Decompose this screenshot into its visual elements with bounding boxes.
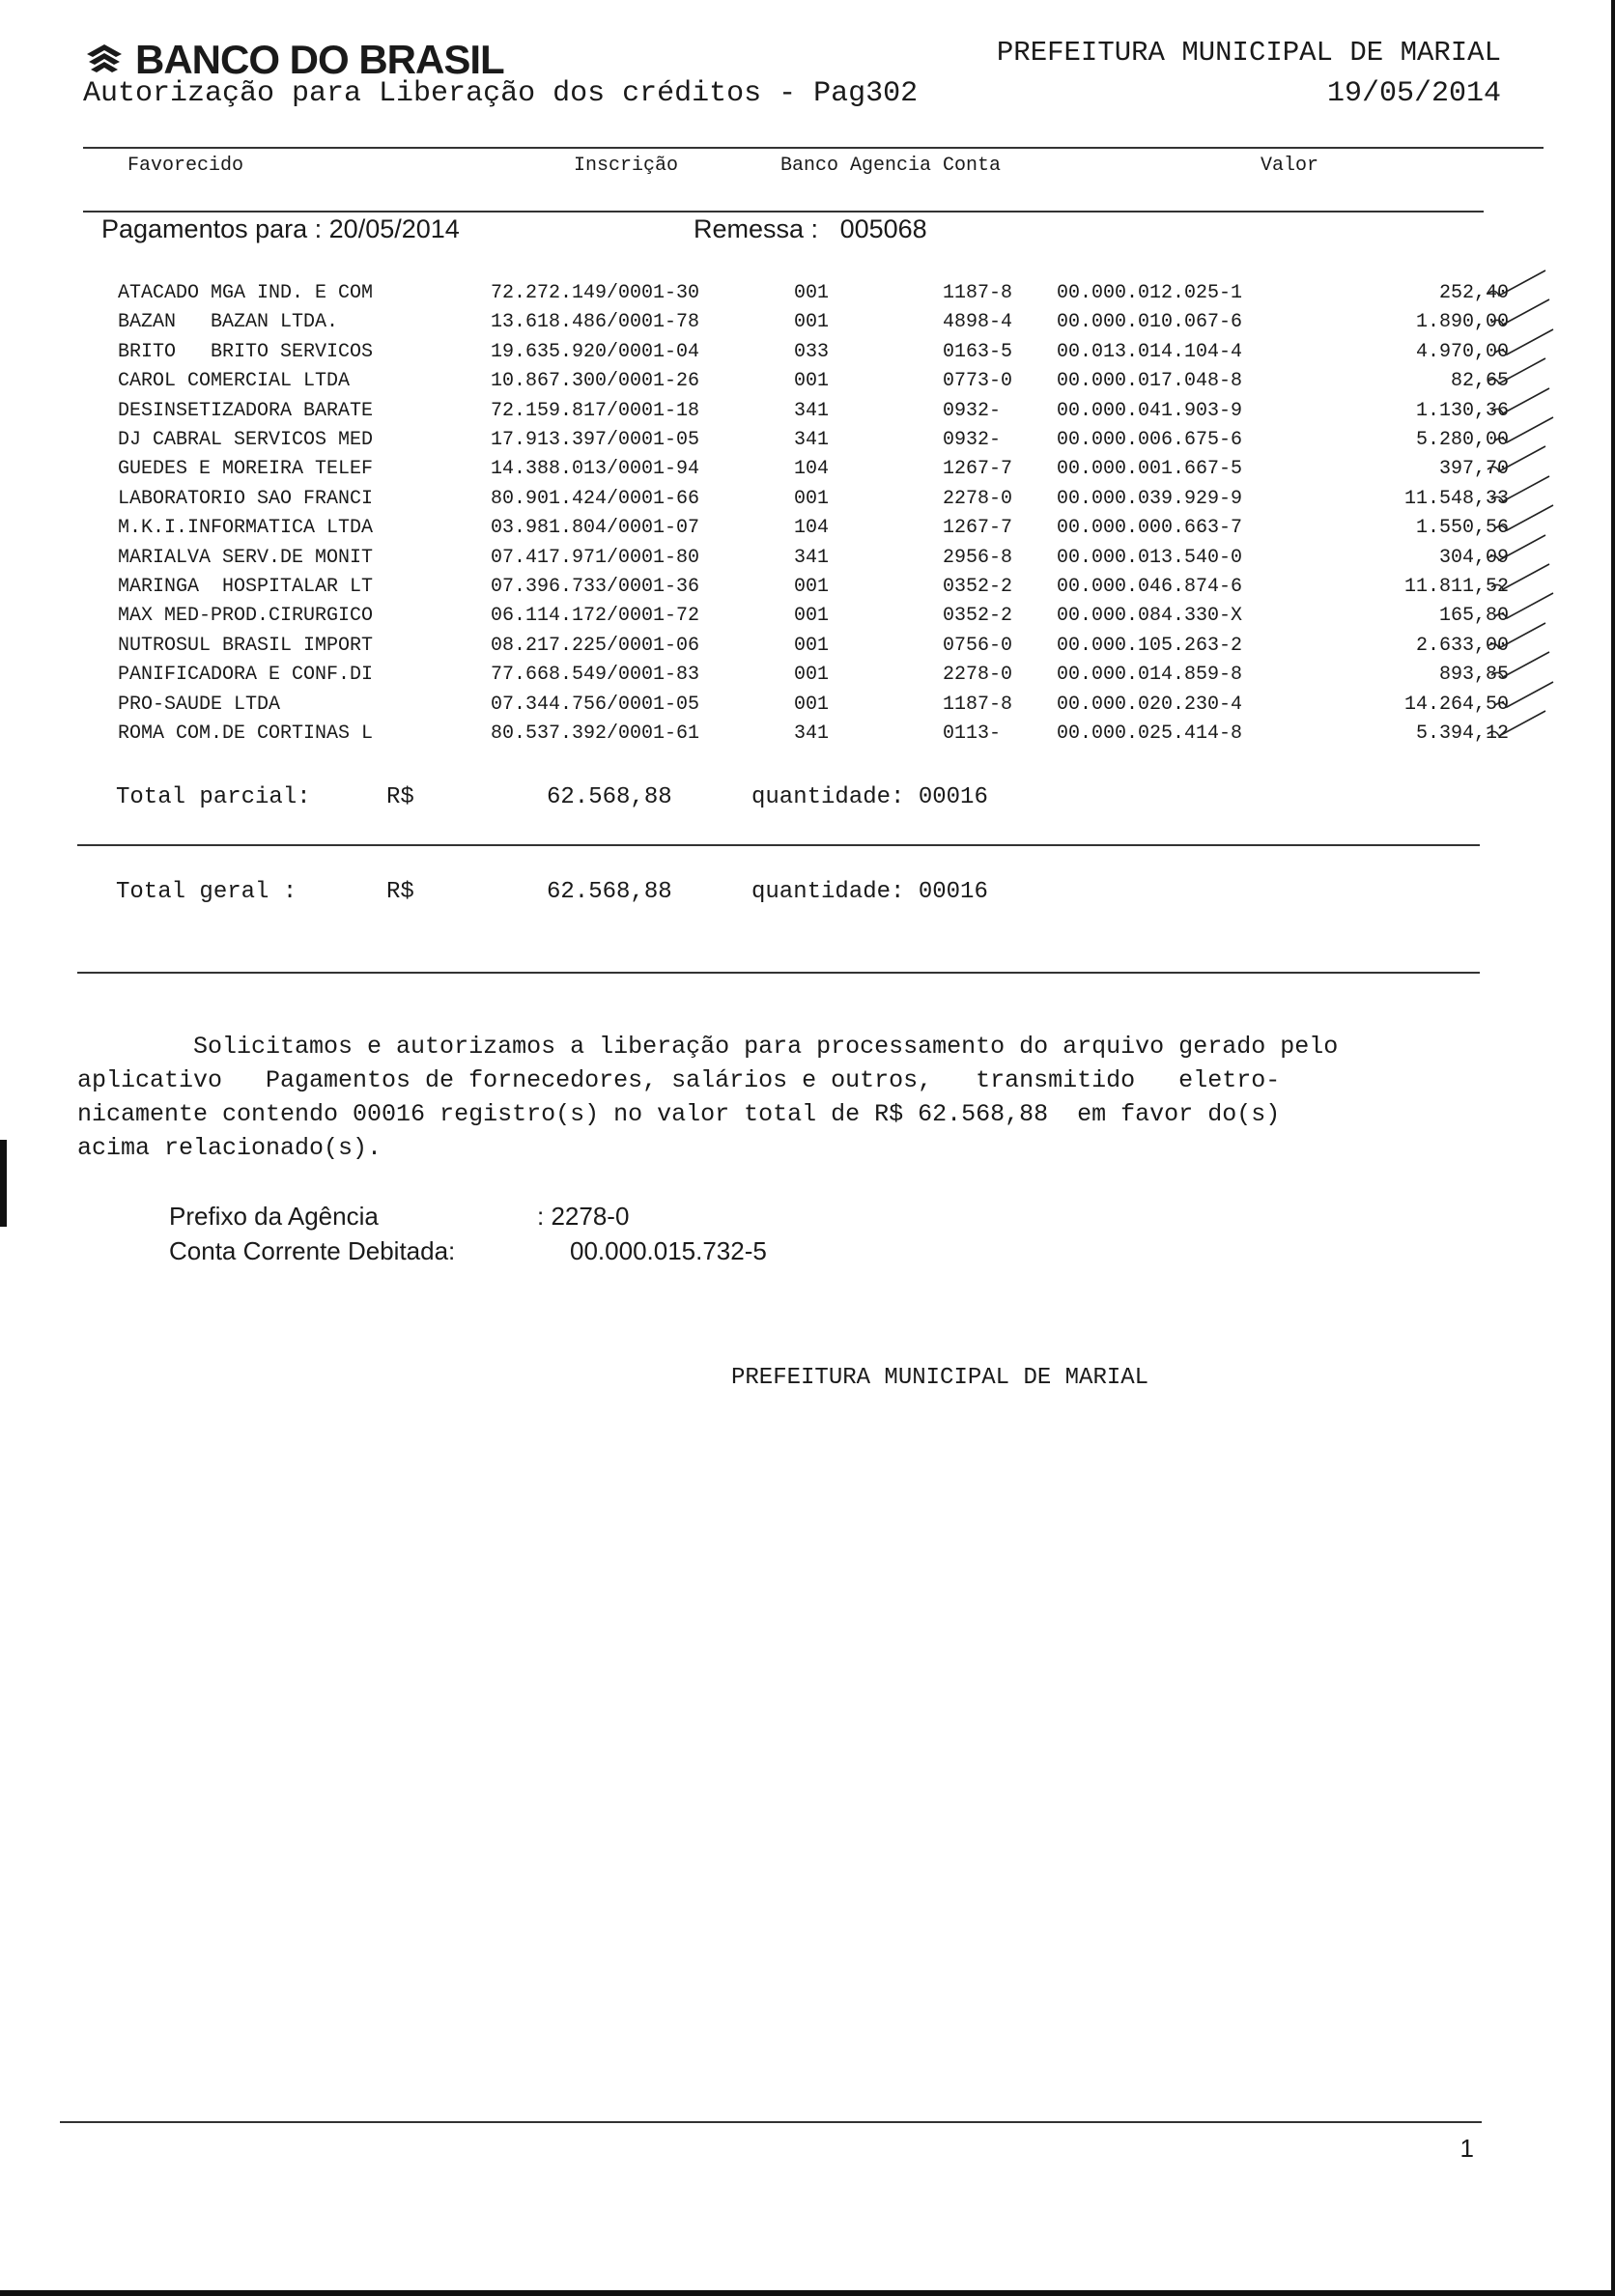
inscricao-cell: 08.217.225/0001-06: [491, 635, 700, 657]
valor-cell: 252,40: [1438, 282, 1509, 304]
valor-cell: 14.264,50: [1403, 694, 1509, 716]
agencia-cell: 1267-7: [943, 458, 1013, 480]
table-row: [0, 723, 1615, 751]
agencia-cell: 0932-: [943, 429, 1002, 451]
total-geral-value: 62.568,88: [547, 879, 672, 905]
favorecido-cell: ATACADO MGA IND. E COM: [118, 282, 374, 304]
favorecido-cell: GUEDES E MOREIRA TELEF: [118, 458, 374, 480]
banco-cell: 001: [794, 664, 830, 686]
agencia-cell: 4898-4: [943, 311, 1013, 333]
header-date: 19/05/2014: [1326, 77, 1501, 110]
conta-cell: 00.000.105.263-2: [1057, 635, 1243, 657]
favorecido-cell: PRO-SAUDE LTDA: [118, 694, 281, 716]
conta-cell: 00.000.039.929-9: [1057, 488, 1243, 510]
table-row: [0, 547, 1615, 576]
inscricao-cell: 17.913.397/0001-05: [491, 429, 700, 451]
agencia-cell: 1187-8: [943, 282, 1013, 304]
favorecido-cell: NUTROSUL BRASIL IMPORT: [118, 635, 374, 657]
banco-cell: 001: [794, 311, 830, 333]
banco-cell: 001: [794, 488, 830, 510]
banco-cell: 001: [794, 370, 830, 392]
table-row: [0, 311, 1615, 340]
total-parcial-quantity: [751, 784, 988, 810]
signature-org: PREFEITURA MUNICIPAL DE MARIAL: [731, 1365, 1149, 1391]
valor-cell: 2.633,00: [1415, 635, 1509, 657]
paragraph-line: aplicativo Pagamentos de fornecedores, salários e outros, transmitido eletro-: [77, 1066, 1281, 1094]
banco-cell: 001: [794, 282, 830, 304]
favorecido-cell: MARINGA HOSPITALAR LT: [118, 576, 374, 598]
column-divider: [83, 211, 1484, 213]
conta-cell: 00.000.010.067-6: [1057, 311, 1243, 333]
inscricao-cell: 07.344.756/0001-05: [491, 694, 700, 716]
conta-cell: 00.000.046.874-6: [1057, 576, 1243, 598]
inscricao-cell: 72.159.817/0001-18: [491, 400, 700, 422]
favorecido-cell: LABORATORIO SAO FRANCI: [118, 488, 374, 510]
inscricao-cell: 72.272.149/0001-30: [491, 282, 700, 304]
inscricao-cell: 19.635.920/0001-04: [491, 341, 700, 363]
conta-cell: 00.000.000.663-7: [1057, 517, 1243, 539]
valor-cell: 5.394,12: [1415, 723, 1509, 745]
table-row: [0, 635, 1615, 664]
valor-cell: 165,80: [1438, 605, 1509, 627]
valor-cell: 11.548,33: [1403, 488, 1509, 510]
favorecido-cell: BAZAN BAZAN LTDA.: [118, 311, 339, 333]
agencia-cell: 2278-0: [943, 664, 1013, 686]
check-mark-icon: [1486, 707, 1553, 746]
inscricao-cell: 07.396.733/0001-36: [491, 576, 700, 598]
col-header-valor: Valor: [1261, 155, 1319, 177]
favorecido-cell: PANIFICADORA E CONF.DI: [118, 664, 374, 686]
remessa-line: Remessa : 005068: [694, 214, 927, 243]
remessa-number: 005068: [839, 214, 927, 243]
body-divider: [77, 972, 1480, 974]
col-header-inscricao: Inscrição: [574, 155, 679, 177]
agencia-cell: 1267-7: [943, 517, 1013, 539]
conta-cell: 00.000.020.230-4: [1057, 694, 1243, 716]
conta-cell: 00.000.041.903-9: [1057, 400, 1243, 422]
favorecido-cell: CAROL COMERCIAL LTDA: [118, 370, 351, 392]
favorecido-cell: BRITO BRITO SERVICOS: [118, 341, 374, 363]
document-subtitle: Autorização para Liberação dos créditos - Pag302: [83, 77, 919, 110]
inscricao-cell: 14.388.013/0001-94: [491, 458, 700, 480]
valor-cell: 1.130,36: [1415, 400, 1509, 422]
agencia-cell: 0756-0: [943, 635, 1013, 657]
banco-cell: 033: [794, 341, 830, 363]
valor-cell: 5.280,00: [1415, 429, 1509, 451]
valor-cell: 397,70: [1438, 458, 1509, 480]
inscricao-cell: 06.114.172/0001-72: [491, 605, 700, 627]
valor-cell: 1.890,00: [1415, 311, 1509, 333]
payment-date: 20/05/2014: [328, 214, 460, 243]
conta-cell: 00.000.006.675-6: [1057, 429, 1243, 451]
agencia-cell: 0773-0: [943, 370, 1013, 392]
agencia-cell: 2956-8: [943, 547, 1013, 569]
table-row: [0, 576, 1615, 605]
remessa-label: Remessa: [694, 214, 805, 243]
conta-cell: 00.000.084.330-X: [1057, 605, 1243, 627]
banco-cell: 341: [794, 547, 830, 569]
table-row: [0, 282, 1615, 311]
page-number: 1: [1459, 2134, 1474, 2163]
table-row: [0, 488, 1615, 517]
favorecido-cell: DESINSETIZADORA BARATE: [118, 400, 374, 422]
table-row: [0, 341, 1615, 370]
bank-name: BANCO DO BRASIL: [135, 37, 504, 82]
conta-cell: 00.013.014.104-4: [1057, 341, 1243, 363]
payment-date-line: Pagamentos para : 20/05/2014: [101, 214, 460, 243]
banco-cell: 104: [794, 458, 830, 480]
banco-cell: 104: [794, 517, 830, 539]
scan-edge-bottom: [0, 2290, 1615, 2296]
total-parcial-value: 62.568,88: [547, 784, 672, 810]
table-row: [0, 605, 1615, 634]
col-header-banco-agencia-conta: Banco Agencia Conta: [780, 155, 1002, 177]
totals-divider: [77, 844, 1480, 846]
inscricao-cell: 13.618.486/0001-78: [491, 311, 700, 333]
table-row: [0, 429, 1615, 458]
valor-cell: 4.970,00: [1415, 341, 1509, 363]
agencia-cell: 0352-2: [943, 576, 1013, 598]
inscricao-cell: 07.417.971/0001-80: [491, 547, 700, 569]
table-row: [0, 694, 1615, 723]
col-header-favorecido: Favorecido: [128, 155, 244, 177]
banco-cell: 001: [794, 635, 830, 657]
valor-cell: 1.550,56: [1415, 517, 1509, 539]
favorecido-cell: MAX MED-PROD.CIRURGICO: [118, 605, 374, 627]
inscricao-cell: 80.537.392/0001-61: [491, 723, 700, 745]
favorecido-cell: DJ CABRAL SERVICOS MED: [118, 429, 374, 451]
total-geral-quantity: [751, 879, 988, 905]
total-parcial-qty: 00016: [918, 784, 988, 810]
banco-cell: 341: [794, 429, 830, 451]
scan-edge-left: [0, 1140, 7, 1227]
total-geral-qty: 00016: [918, 879, 988, 905]
agencia-cell: 0163-5: [943, 341, 1013, 363]
valor-cell: 893,85: [1438, 664, 1509, 686]
conta-cell: 00.000.017.048-8: [1057, 370, 1243, 392]
banco-cell: 001: [794, 694, 830, 716]
total-geral-qty-label: quantidade:: [751, 879, 905, 905]
agencia-cell: 1187-8: [943, 694, 1013, 716]
table-row: [0, 370, 1615, 399]
header-divider: [83, 147, 1544, 149]
table-row: [0, 400, 1615, 429]
paragraph-line: nicamente contendo 00016 registro(s) no valor total de R$ 62.568,88 em favor do(s): [77, 1100, 1281, 1128]
total-geral-label: Total geral :: [116, 879, 298, 905]
total-parcial-currency: R$: [386, 784, 414, 810]
conta-corrente-label: Conta Corrente Debitada:: [169, 1236, 456, 1265]
agencia-cell: 0113-: [943, 723, 1002, 745]
footer-divider: [60, 2121, 1482, 2123]
banco-cell: 001: [794, 576, 830, 598]
total-parcial-qty-label: quantidade:: [751, 784, 905, 810]
authorization-paragraph: [77, 1030, 1449, 1165]
agencia-cell: 0932-: [943, 400, 1002, 422]
prefixo-label: Prefixo da Agência: [169, 1202, 379, 1231]
inscricao-cell: 03.981.804/0001-07: [491, 517, 700, 539]
conta-cell: 00.000.001.667-5: [1057, 458, 1243, 480]
banco-cell: 341: [794, 400, 830, 422]
favorecido-cell: M.K.I.INFORMATICA LTDA: [118, 517, 374, 539]
prefixo-value: : 2278-0: [537, 1202, 630, 1231]
banco-cell: 341: [794, 723, 830, 745]
valor-cell: 11.811,52: [1403, 576, 1509, 598]
table-row: [0, 664, 1615, 693]
valor-cell: 304,09: [1438, 547, 1509, 569]
paragraph-line: Solicitamos e autorizamos a liberação para processamento do arquivo gerado pelo: [77, 1033, 1339, 1061]
conta-cell: 00.000.012.025-1: [1057, 282, 1243, 304]
inscricao-cell: 77.668.549/0001-83: [491, 664, 700, 686]
conta-cell: 00.000.013.540-0: [1057, 547, 1243, 569]
inscricao-cell: 10.867.300/0001-26: [491, 370, 700, 392]
total-parcial-label: Total parcial:: [116, 784, 311, 810]
inscricao-cell: 80.901.424/0001-66: [491, 488, 700, 510]
total-geral-currency: R$: [386, 879, 414, 905]
paragraph-line: acima relacionado(s).: [77, 1134, 382, 1162]
valor-cell: 82,65: [1450, 370, 1509, 392]
scan-edge-right: [1611, 0, 1615, 2296]
agencia-cell: 0352-2: [943, 605, 1013, 627]
agencia-cell: 2278-0: [943, 488, 1013, 510]
favorecido-cell: MARIALVA SERV.DE MONIT: [118, 547, 374, 569]
banco-do-brasil-logo-icon: [83, 41, 128, 79]
table-row: [0, 458, 1615, 487]
conta-cell: 00.000.025.414-8: [1057, 723, 1243, 745]
conta-cell: 00.000.014.859-8: [1057, 664, 1243, 686]
favorecido-cell: ROMA COM.DE CORTINAS L: [118, 723, 374, 745]
header-org: PREFEITURA MUNICIPAL DE MARIAL: [996, 37, 1501, 69]
banco-cell: 001: [794, 605, 830, 627]
table-row: [0, 517, 1615, 546]
conta-corrente-value: 00.000.015.732-5: [570, 1236, 767, 1265]
bank-logo: [83, 37, 504, 83]
payment-label: Pagamentos para: [101, 214, 308, 243]
